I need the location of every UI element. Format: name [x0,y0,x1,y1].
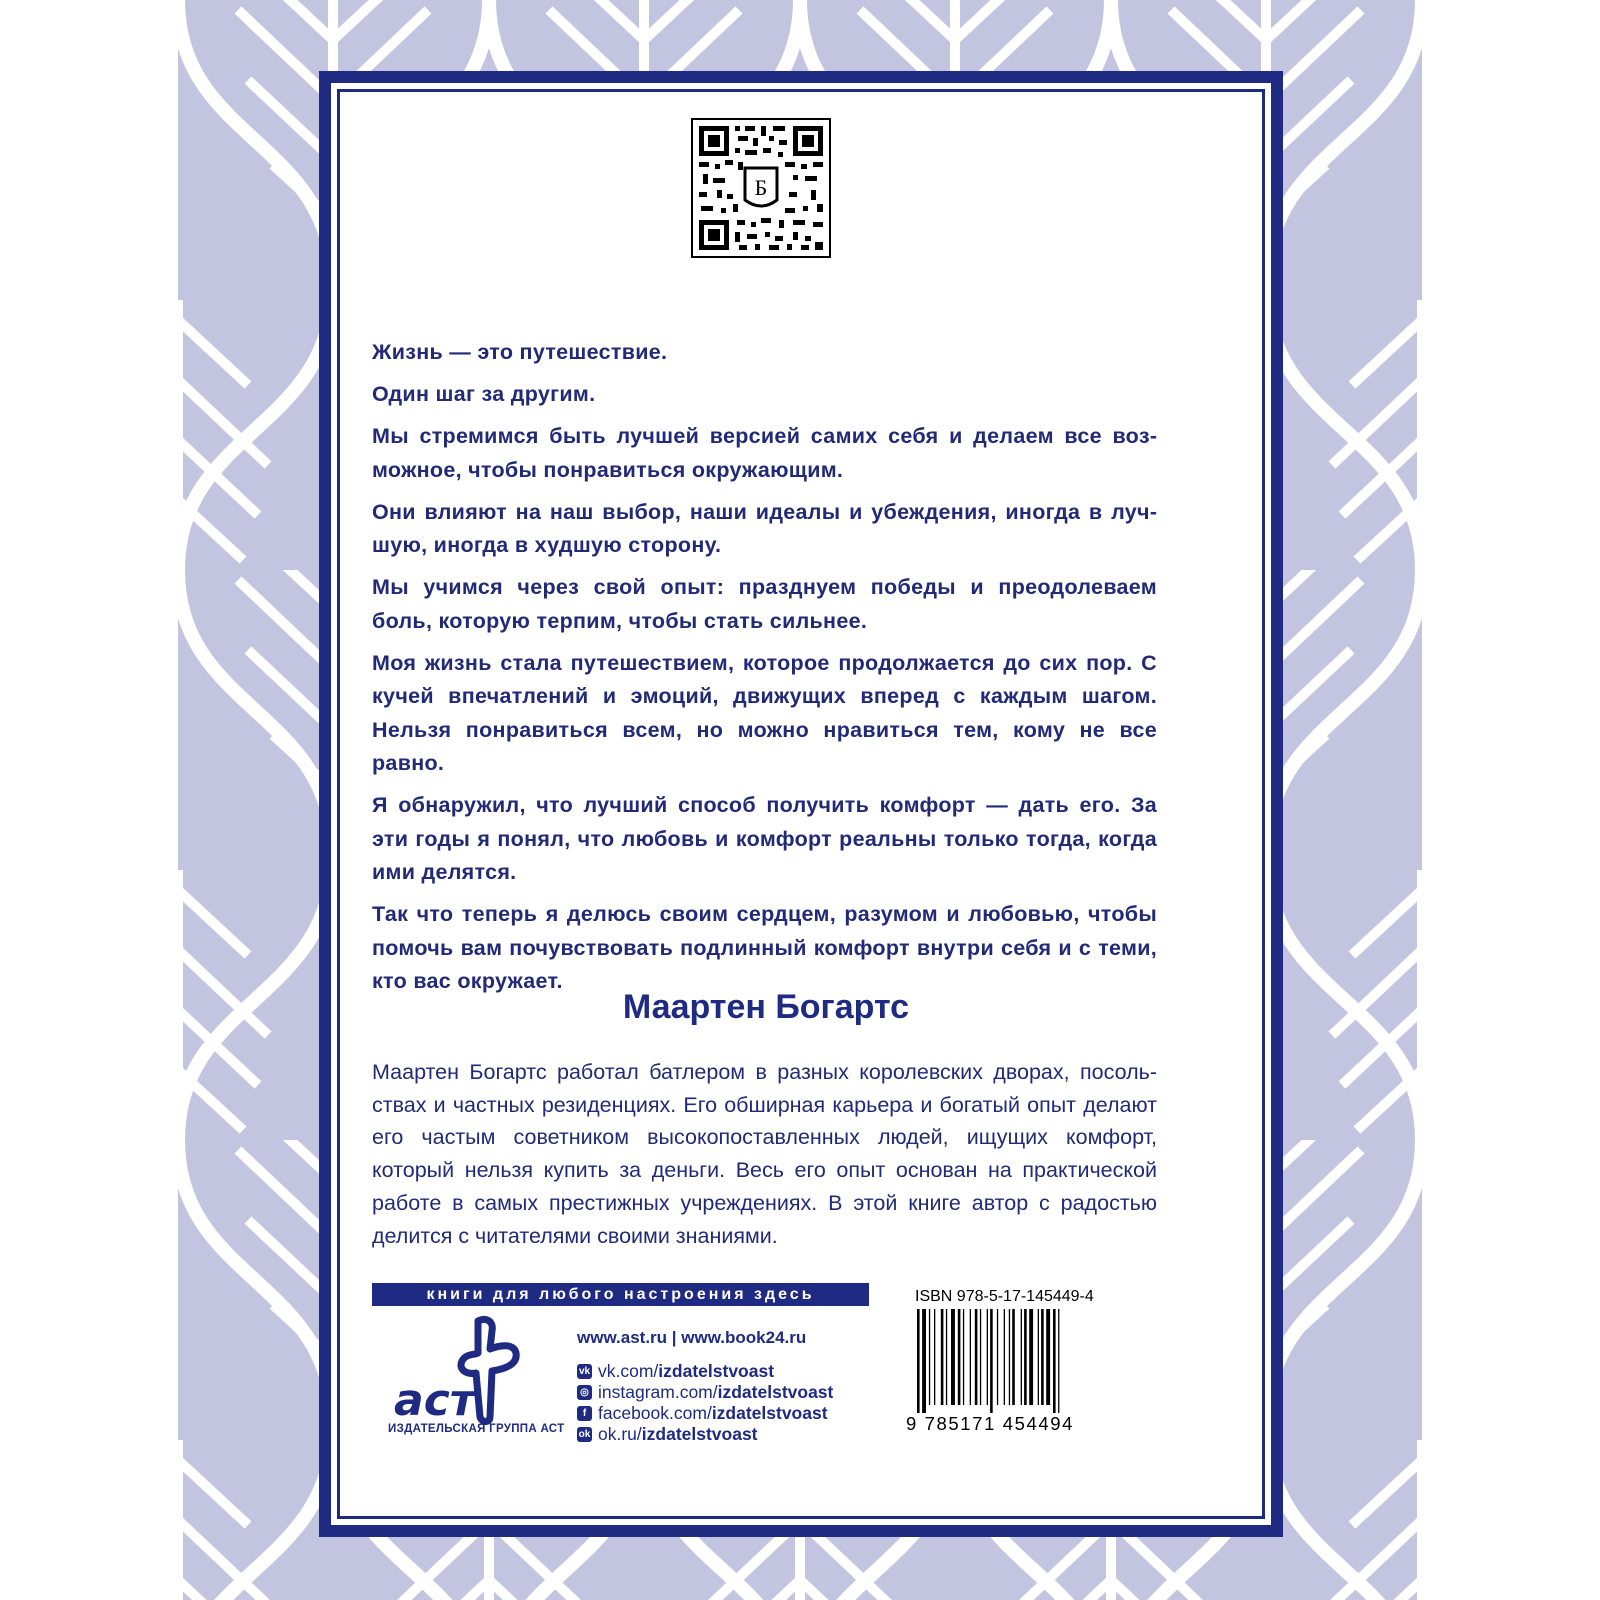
author-bio: Маартен Богартс работал батлером в разных королевских дворах, посольствах и частных резиденциях. Его обширная карьера и богатый опыт делают его частым советником высокопоставленных людей, ищущих комфорт, который нельзя купить за деньги. Весь его опыт основан на практической работе в самых престижных учреждениях. В этой книге автор с радостью делится с читателями своими знаниями. [372,1060,1157,1248]
social-handle: izdatelstvoast [641,1424,758,1444]
barcode-bar [975,1309,978,1405]
facebook-icon: f [577,1406,592,1421]
instagram-icon: ◎ [577,1385,592,1400]
barcode-bar [1058,1309,1059,1413]
barcode-digits: 9 785171 454494 [906,1413,1075,1434]
barcode-bar [1021,1309,1022,1405]
social-handle: izdatelstvoast [717,1382,834,1402]
book-back-cover [178,0,1422,1600]
social-handle: izdatelstvoast [711,1403,828,1423]
ok-icon: ok [578,1429,591,1440]
qr-code-icon[interactable] [691,118,831,258]
social-prefix: vk.com/ [598,1361,659,1381]
social-link-ok[interactable] [577,1424,833,1445]
social-prefix: facebook.com/ [598,1403,712,1423]
social-link-facebook[interactable] [577,1403,833,1424]
barcode-bar [1038,1309,1039,1405]
barcode-bar [1029,1309,1033,1405]
barcode-bar [951,1309,955,1405]
isbn-label: ISBN 978-5-17-145449-4 [915,1288,1094,1305]
barcode-bar [946,1309,947,1405]
barcode-bar [934,1309,935,1405]
annotation-paragraph: Так что теперь я делюсь своим сердцем, разумом и любовью, чтобы помочь вам почувствовать подлинный комфорт внутри себя и с теми, кто вас окружает. [372,902,1157,993]
barcode-bar [941,1309,944,1405]
content-frame [319,71,1283,1537]
barcode-bar [1004,1309,1005,1405]
barcode-bar [987,1309,988,1405]
barcode-bar [917,1309,920,1413]
annotation-paragraph: Мы стремимся быть лучшей версией самих себя и делаем все возможное, чтобы понравиться окружающим. [372,424,1157,482]
annotation-paragraph: Я обнаружил, что лучший способ получить комфорт — дать его. За эти годы я понял, что любовь и комфорт реальны только тогда, когда ими делятся. [372,793,1157,884]
social-link-instagram[interactable] [577,1382,833,1403]
social-handle: izdatelstvoast [658,1361,775,1381]
annotation-text [372,336,1157,1007]
social-prefix: ok.ru/ [598,1424,642,1444]
annotation-paragraph: Жизнь — это путешествие. [372,340,668,364]
publisher-sites[interactable]: www.ast.ru | www.book24.ru [577,1328,807,1347]
barcode-icon [915,1309,1105,1413]
social-links [577,1361,833,1445]
social-link-vk[interactable] [577,1361,833,1382]
publisher-banner: книги для любого настроения здесь [372,1283,869,1306]
barcode-bar [990,1309,993,1413]
annotation-paragraph: Мы учимся через свой опыт: празднуем победы и преодолеваем боль, которую терпим, чтобы стать сильнее. [372,575,1157,633]
author-name: Маартен Богартс [622,988,910,1026]
annotation-paragraph: Они влияют на наш выбор, наши идеалы и убеждения, иногда в лучшую, иногда в худшую сторону. [372,499,1157,557]
barcode-bar [958,1309,961,1405]
barcode-bar [1009,1309,1010,1405]
social-prefix: instagram.com/ [598,1382,718,1402]
barcode-bar [929,1309,930,1405]
annotation-paragraph: Один шаг за другим. [372,382,596,406]
ast-logo-text: аст [394,1375,476,1426]
barcode-bar [1024,1309,1027,1405]
logo-caption: ИЗДАТЕЛЬСКАЯ ГРУППА АСТ [388,1423,565,1435]
vk-icon: vk [578,1366,591,1377]
barcode-bar [1041,1309,1044,1405]
barcode-bar [970,1309,971,1405]
annotation-paragraph: Моя жизнь стала путешествием, которое продолжается до сих пор. С кучей впечатлений и эмоций, движущих вперед с каждым шагом. Нельзя понравиться всем, но можно нравиться тем, кому не все равно. [372,650,1157,775]
barcode-bar [1053,1309,1056,1413]
barcode-bar [1046,1309,1050,1405]
barcode-bar [1012,1309,1015,1405]
barcode-bar [980,1309,981,1405]
barcode-bar [963,1309,964,1405]
qr-center-letter: Б [754,175,768,200]
barcode-bar [997,1309,998,1405]
barcode-bar [922,1309,926,1413]
